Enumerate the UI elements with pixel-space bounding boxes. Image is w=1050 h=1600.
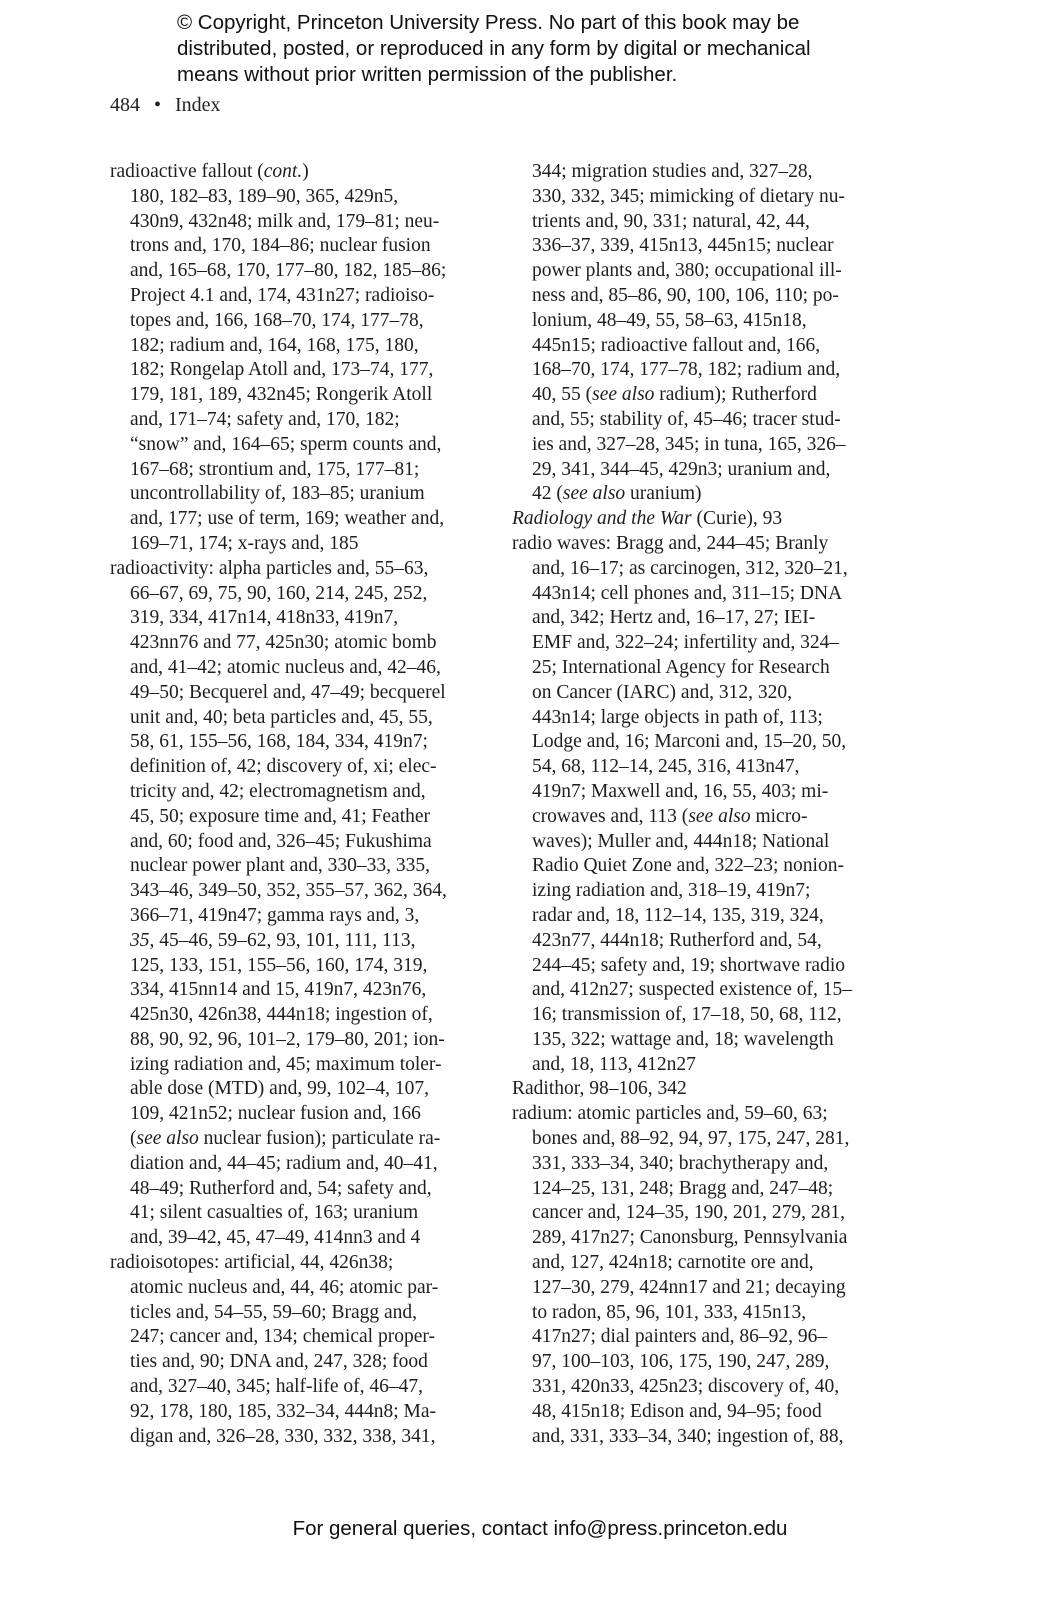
index-line: 179, 181, 189, 432n45; Rongerik Atoll	[130, 384, 433, 406]
copyright-notice	[177, 10, 937, 88]
index-line: ties and, 90; DNA and, 247, 328; food	[130, 1351, 428, 1373]
index-line: 25; International Agency for Research	[532, 656, 830, 678]
index-line: definition of, 42; discovery of, xi; elec-	[130, 756, 437, 778]
index-line: 182; Rongelap Atoll and, 173–74, 177,	[130, 359, 434, 381]
index-line: 97, 100–103, 106, 175, 190, 247, 289,	[532, 1351, 830, 1373]
index-line: and, 342; Hertz and, 16–17, 27; IEI-	[532, 607, 816, 629]
index-line: able dose (MTD) and, 99, 102–4, 107,	[130, 1078, 429, 1100]
index-line: 443n14; cell phones and, 311–15; DNA	[532, 582, 843, 604]
index-line: and, 177; use of term, 169; weather and,	[130, 508, 445, 530]
index-line: 330, 332, 345; mimicking of dietary nu-	[532, 185, 846, 207]
index-line: 443n14; large objects in path of, 113;	[532, 706, 823, 728]
index-line: 16; transmission of, 17–18, 50, 68, 112,	[532, 1004, 842, 1026]
index-line: crowaves and, 113 (see also micro-	[532, 805, 808, 827]
running-head	[110, 94, 221, 117]
index-line: 366–71, 419n47; gamma rays and, 3,	[130, 904, 420, 926]
index-line: 336–37, 339, 415n13, 445n15; nuclear	[532, 235, 834, 257]
index-line: 41; silent casualties of, 163; uranium	[130, 1202, 419, 1224]
index-line: 167–68; strontium and, 175, 177–81;	[130, 458, 420, 480]
index-line: 92, 178, 180, 185, 332–34, 444n8; Ma-	[130, 1400, 437, 1422]
index-line: cancer and, 124–35, 190, 201, 279, 281,	[532, 1202, 846, 1224]
index-line: 180, 182–83, 189–90, 365, 429n5,	[130, 185, 399, 207]
index-line: 88, 90, 92, 96, 101–2, 179–80, 201; ion-	[130, 1028, 445, 1050]
index-line: 135, 322; wattage and, 18; wavelength	[532, 1028, 834, 1050]
index-line: 54, 68, 112–14, 245, 316, 413n47,	[532, 756, 800, 778]
index-line: 169–71, 174; x-rays and, 185	[130, 532, 359, 554]
index-line: trients and, 90, 331; natural, 42, 44,	[532, 210, 810, 232]
index-line: 127–30, 279, 424nn17 and 21; decaying	[532, 1276, 846, 1298]
index-line: and, 18, 113, 412n27	[532, 1053, 696, 1075]
index-line: 331, 420n33, 425n23; discovery of, 40,	[532, 1376, 840, 1398]
index-line: bones and, 88–92, 94, 97, 175, 247, 281,	[532, 1128, 850, 1150]
page-number: 484	[110, 94, 140, 116]
index-line: 40, 55 (see also radium); Rutherford	[532, 384, 817, 406]
index-line: izing radiation and, 45; maximum toler-	[130, 1053, 442, 1075]
section-title: Index	[175, 94, 221, 116]
index-entry-heading: radioactive fallout (cont.)	[110, 161, 309, 182]
footer-contact: For general queries, contact info@press.princeton.edu	[292, 1517, 788, 1540]
index-line: 343–46, 349–50, 352, 355–57, 362, 364,	[130, 880, 447, 902]
index-line: 423n77, 444n18; Rutherford and, 54,	[532, 929, 822, 951]
index-line: uncontrollability of, 183–85; uranium	[130, 483, 425, 505]
index-line: 124–25, 131, 248; Bragg and, 247–48;	[532, 1177, 834, 1199]
index-line: and, 41–42; atomic nucleus and, 42–46,	[130, 656, 441, 678]
index-line: Radio Quiet Zone and, 322–23; nonion-	[532, 855, 844, 877]
index-entry-heading: radioisotopes: artificial, 44, 426n38;	[110, 1252, 394, 1274]
index-line: 319, 334, 417n14, 418n33, 419n7,	[130, 607, 399, 629]
index-line: and, 412n27; suspected existence of, 15–	[532, 979, 853, 1001]
index-entry-heading: radium: atomic particles and, 59–60, 63;	[512, 1103, 828, 1125]
index-line: tricity and, 42; electromagnetism and,	[130, 780, 426, 802]
index-line: 425n30, 426n38, 444n18; ingestion of,	[130, 1004, 433, 1026]
index-line: 35, 45–46, 59–62, 93, 101, 111, 113,	[130, 929, 416, 951]
index-line: 331, 333–34, 340; brachytherapy and,	[532, 1152, 829, 1174]
index-line: (see also nuclear fusion); particulate ra-	[130, 1128, 441, 1150]
index-line: and, 327–40, 345; half-life of, 46–47,	[130, 1376, 423, 1398]
index-line: radar and, 18, 112–14, 135, 319, 324,	[532, 904, 824, 926]
index-line: trons and, 170, 184–86; nuclear fusion	[130, 235, 431, 257]
index-line: and, 16–17; as carcinogen, 312, 320–21,	[532, 557, 848, 579]
index-line: and, 60; food and, 326–45; Fukushima	[130, 830, 432, 852]
index-line: 244–45; safety and, 19; shortwave radio	[532, 954, 846, 976]
index-line: Lodge and, 16; Marconi and, 15–20, 50,	[532, 731, 847, 753]
index-line: nuclear power plant and, 330–33, 335,	[130, 855, 431, 877]
index-line: 66–67, 69, 75, 90, 160, 214, 245, 252,	[130, 582, 428, 604]
index-line: diation and, 44–45; radium and, 40–41,	[130, 1152, 438, 1174]
index-line: and, 55; stability of, 45–46; tracer stud-	[532, 408, 841, 430]
index-line: unit and, 40; beta particles and, 45, 55,	[130, 706, 433, 728]
index-line: 58, 61, 155–56, 168, 184, 334, 419n7;	[130, 731, 428, 753]
index-line: 182; radium and, 164, 168, 175, 180,	[130, 334, 419, 356]
index-line: 344; migration studies and, 327–28,	[532, 161, 813, 182]
index-entry-heading: Radithor, 98–106, 342	[512, 1078, 687, 1100]
index-line: topes and, 166, 168–70, 174, 177–78,	[130, 309, 424, 331]
index-line: izing radiation and, 318–19, 419n7;	[532, 880, 811, 902]
index-line: power plants and, 380; occupational ill-	[532, 260, 842, 282]
index-line: Project 4.1 and, 174, 431n27; radioiso-	[130, 284, 435, 306]
index-entry-heading: radio waves: Bragg and, 244–45; Branly	[512, 532, 829, 554]
index-line: 109, 421n52; nuclear fusion and, 166	[130, 1103, 421, 1125]
index-line: to radon, 85, 96, 101, 333, 415n13,	[532, 1301, 807, 1323]
index-line: and, 39–42, 45, 47–49, 414nn3 and 4	[130, 1227, 421, 1249]
bullet-separator: •	[154, 94, 162, 116]
index-line: 419n7; Maxwell and, 16, 55, 403; mi-	[532, 780, 829, 802]
index-column-left	[110, 160, 505, 1449]
index-line: 334, 415nn14 and 15, 419n7, 423n76,	[130, 979, 427, 1001]
index-line: ies and, 327–28, 345; in tuna, 165, 326–	[532, 433, 846, 455]
index-line: 423nn76 and 77, 425n30; atomic bomb	[130, 632, 437, 654]
index-line: digan and, 326–28, 330, 332, 338, 341,	[130, 1425, 436, 1447]
copyright-line: distributed, posted, or reproduced in any form by digital or mechanical	[177, 37, 811, 60]
index-entry-heading: Radiology and the War (Curie), 93	[512, 508, 783, 530]
copyright-line: © Copyright, Princeton University Press. No part of this book may be	[177, 11, 800, 34]
index-line: 445n15; radioactive fallout and, 166,	[532, 334, 821, 356]
index-line: and, 331, 333–34, 340; ingestion of, 88,	[532, 1425, 844, 1447]
index-line: 45, 50; exposure time and, 41; Feather	[130, 805, 431, 827]
index-line: 417n27; dial painters and, 86–92, 96–	[532, 1326, 828, 1348]
index-line: lonium, 48–49, 55, 58–63, 415n18,	[532, 309, 807, 331]
index-line: 247; cancer and, 134; chemical proper-	[130, 1326, 435, 1348]
index-line: 125, 133, 151, 155–56, 160, 174, 319,	[130, 954, 428, 976]
index-line: ness and, 85–86, 90, 100, 106, 110; po-	[532, 284, 839, 306]
index-line: EMF and, 322–24; infertility and, 324–	[532, 632, 840, 654]
index-line: 49–50; Becquerel and, 47–49; becquerel	[130, 681, 446, 703]
index-line: 168–70, 174, 177–78, 182; radium and,	[532, 359, 841, 381]
index-line: and, 165–68, 170, 177–80, 182, 185–86;	[130, 260, 447, 282]
index-line: 48, 415n18; Edison and, 94–95; food	[532, 1400, 822, 1422]
index-line: 430n9, 432n48; milk and, 179–81; neu-	[130, 210, 440, 232]
index-line: ticles and, 54–55, 59–60; Bragg and,	[130, 1301, 418, 1323]
index-column-right	[512, 160, 907, 1449]
index-line: and, 127, 424n18; carnotite ore and,	[532, 1252, 814, 1274]
index-line: on Cancer (IARC) and, 312, 320,	[532, 681, 792, 703]
index-line: 48–49; Rutherford and, 54; safety and,	[130, 1177, 432, 1199]
copyright-line: means without prior written permission of the publisher.	[177, 63, 678, 86]
index-line: waves); Muller and, 444n18; National	[532, 830, 830, 852]
index-line: 289, 417n27; Canonsburg, Pennsylvania	[532, 1227, 848, 1249]
index-line: atomic nucleus and, 44, 46; atomic par-	[130, 1276, 439, 1298]
index-entry-heading: radioactivity: alpha particles and, 55–63,	[110, 557, 429, 579]
index-line: “snow” and, 164–65; sperm counts and,	[130, 433, 442, 455]
index-line: and, 171–74; safety and, 170, 182;	[130, 408, 400, 430]
index-line: 42 (see also uranium)	[532, 483, 702, 505]
index-line: 29, 341, 344–45, 429n3; uranium and,	[532, 458, 831, 480]
